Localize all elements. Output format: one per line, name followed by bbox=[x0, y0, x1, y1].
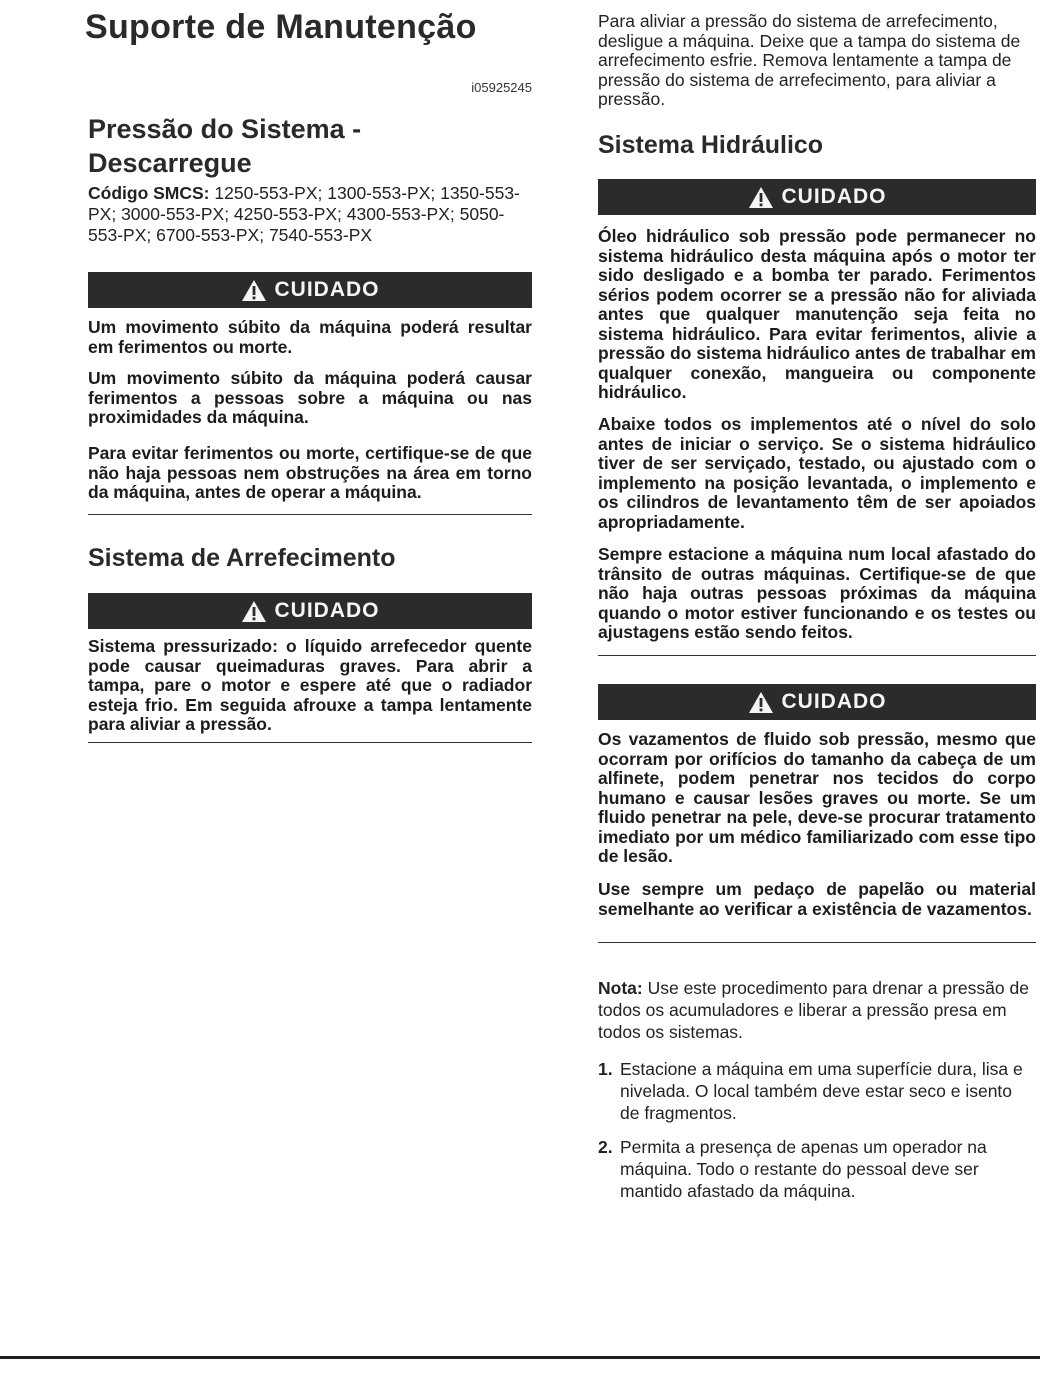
caution-text: Sempre estacione a máquina num local afastado do trânsito de outras máquinas. Certifique-se de que não haja outras pessoas próximas da máquina quando o motor estiver funcionando e os testes ou ajustagens estão sendo feitos. bbox=[598, 544, 1036, 642]
warning-triangle-icon bbox=[241, 279, 267, 302]
warning-triangle-icon bbox=[748, 691, 774, 714]
section-title-cooling-system: Sistema de Arrefecimento bbox=[88, 544, 396, 572]
note-text: Use este procedimento para drenar a pressão de todos os acumuladores e liberar a pressão presa em todos os sistemas. bbox=[598, 978, 1029, 1042]
smcs-codes bbox=[88, 183, 532, 246]
caution-label: CUIDADO bbox=[781, 690, 887, 713]
divider bbox=[88, 742, 532, 743]
warning-triangle-icon bbox=[748, 186, 774, 209]
note-label: Nota: bbox=[598, 978, 643, 998]
caution-banner bbox=[88, 593, 532, 629]
page-bottom-rule bbox=[0, 1356, 1040, 1359]
note bbox=[598, 977, 1036, 1043]
divider bbox=[88, 514, 532, 515]
divider bbox=[598, 942, 1036, 943]
page-title: Suporte de Manutenção bbox=[85, 8, 477, 46]
caution-text: Sistema pressurizado: o líquido arrefecedor quente pode causar queimaduras graves. Para abrir a tampa, pare o motor e espere até que o radiador esteja frio. Em seguida afrouxe a tampa lentamente para aliviar a pressão. bbox=[88, 636, 532, 734]
caution-text: Um movimento súbito da máquina poderá causar ferimentos a pessoas sobre a máquina ou nas proximidades da máquina. bbox=[88, 368, 532, 427]
caution-text: Óleo hidráulico sob pressão pode permanecer no sistema hidráulico desta máquina após o motor ter sido desligado e a bomba ter parado. Ferimentos sérios podem ocorrer se a pressão não for aliviada antes que qualquer manutenção seja feita no sistema hidráulico. Para evitar ferimentos, alivie a pressão do sistema hidráulico antes de trabalhar em qualquer conexão, mangueira ou componente hidráulico. bbox=[598, 226, 1036, 402]
document-id: i05925245 bbox=[471, 80, 532, 95]
caution-text: Abaixe todos os implementos até o nível do solo antes de iniciar o serviço. Se o sistema hidráulico tiver de ser serviçado, testado, ou ajustado com o implemento na posição levantada, o implemento e os cilindros de levantamento têm de ser apoiados apropriadamente. bbox=[598, 414, 1036, 532]
section-title-system-pressure: Pressão do Sistema - Descarregue bbox=[88, 114, 362, 178]
smcs-label: Código SMCS: bbox=[88, 183, 210, 203]
warning-triangle-icon bbox=[241, 600, 267, 623]
divider bbox=[598, 655, 1036, 656]
list-item bbox=[598, 1058, 1036, 1124]
step-number: 2. bbox=[598, 1137, 613, 1157]
caution-banner bbox=[598, 179, 1036, 215]
section-title-hydraulic-system: Sistema Hidráulico bbox=[598, 131, 824, 159]
smcs-code-list: 1250-553-PX; 1300-553-PX; 1350-553-PX; 3000-553-PX; 4250-553-PX; 4300-553-PX; 5050-553-PX; 6700-553-PX; 7540-553-PX bbox=[88, 183, 520, 245]
cooling-relief-text: Para aliviar a pressão do sistema de arrefecimento, desligue a máquina. Deixe que a tampa do sistema de arrefecimento esfrie. Remova lentamente a tampa de pressão do sistema de arrefecimento, para aliviar a pressão. bbox=[598, 11, 1021, 109]
caution-text: Um movimento súbito da máquina poderá resultar em ferimentos ou morte. bbox=[88, 317, 532, 357]
list-item bbox=[598, 1136, 1036, 1202]
caution-text: Os vazamentos de fluido sob pressão, mesmo que ocorram por orifícios do tamanho da cabeça de um alfinete, podem penetrar nos tecidos do corpo humano e causar lesões graves ou morte. Se um fluido penetrar na pele, deve-se procurar tratamento imediato por um médico familiarizado com esse tipo de lesão. bbox=[598, 729, 1036, 866]
caution-label: CUIDADO bbox=[274, 599, 380, 622]
step-text: Estacione a máquina em uma superfície dura, lisa e nivelada. O local também deve estar seco e isento de fragmentos. bbox=[620, 1059, 1023, 1123]
step-number: 1. bbox=[598, 1059, 613, 1079]
caution-label: CUIDADO bbox=[274, 278, 380, 301]
caution-banner bbox=[88, 272, 532, 308]
caution-label: CUIDADO bbox=[781, 185, 887, 208]
step-text: Permita a presença de apenas um operador na máquina. Todo o restante do pessoal deve ser mantido afastado da máquina. bbox=[620, 1137, 987, 1201]
caution-text: Use sempre um pedaço de papelão ou material semelhante ao verificar a existência de vazamentos. bbox=[598, 879, 1036, 919]
caution-banner bbox=[598, 684, 1036, 720]
caution-text: Para evitar ferimentos ou morte, certifique-se de que não haja pessoas nem obstruções na área em torno da máquina, antes de operar a máquina. bbox=[88, 443, 532, 502]
